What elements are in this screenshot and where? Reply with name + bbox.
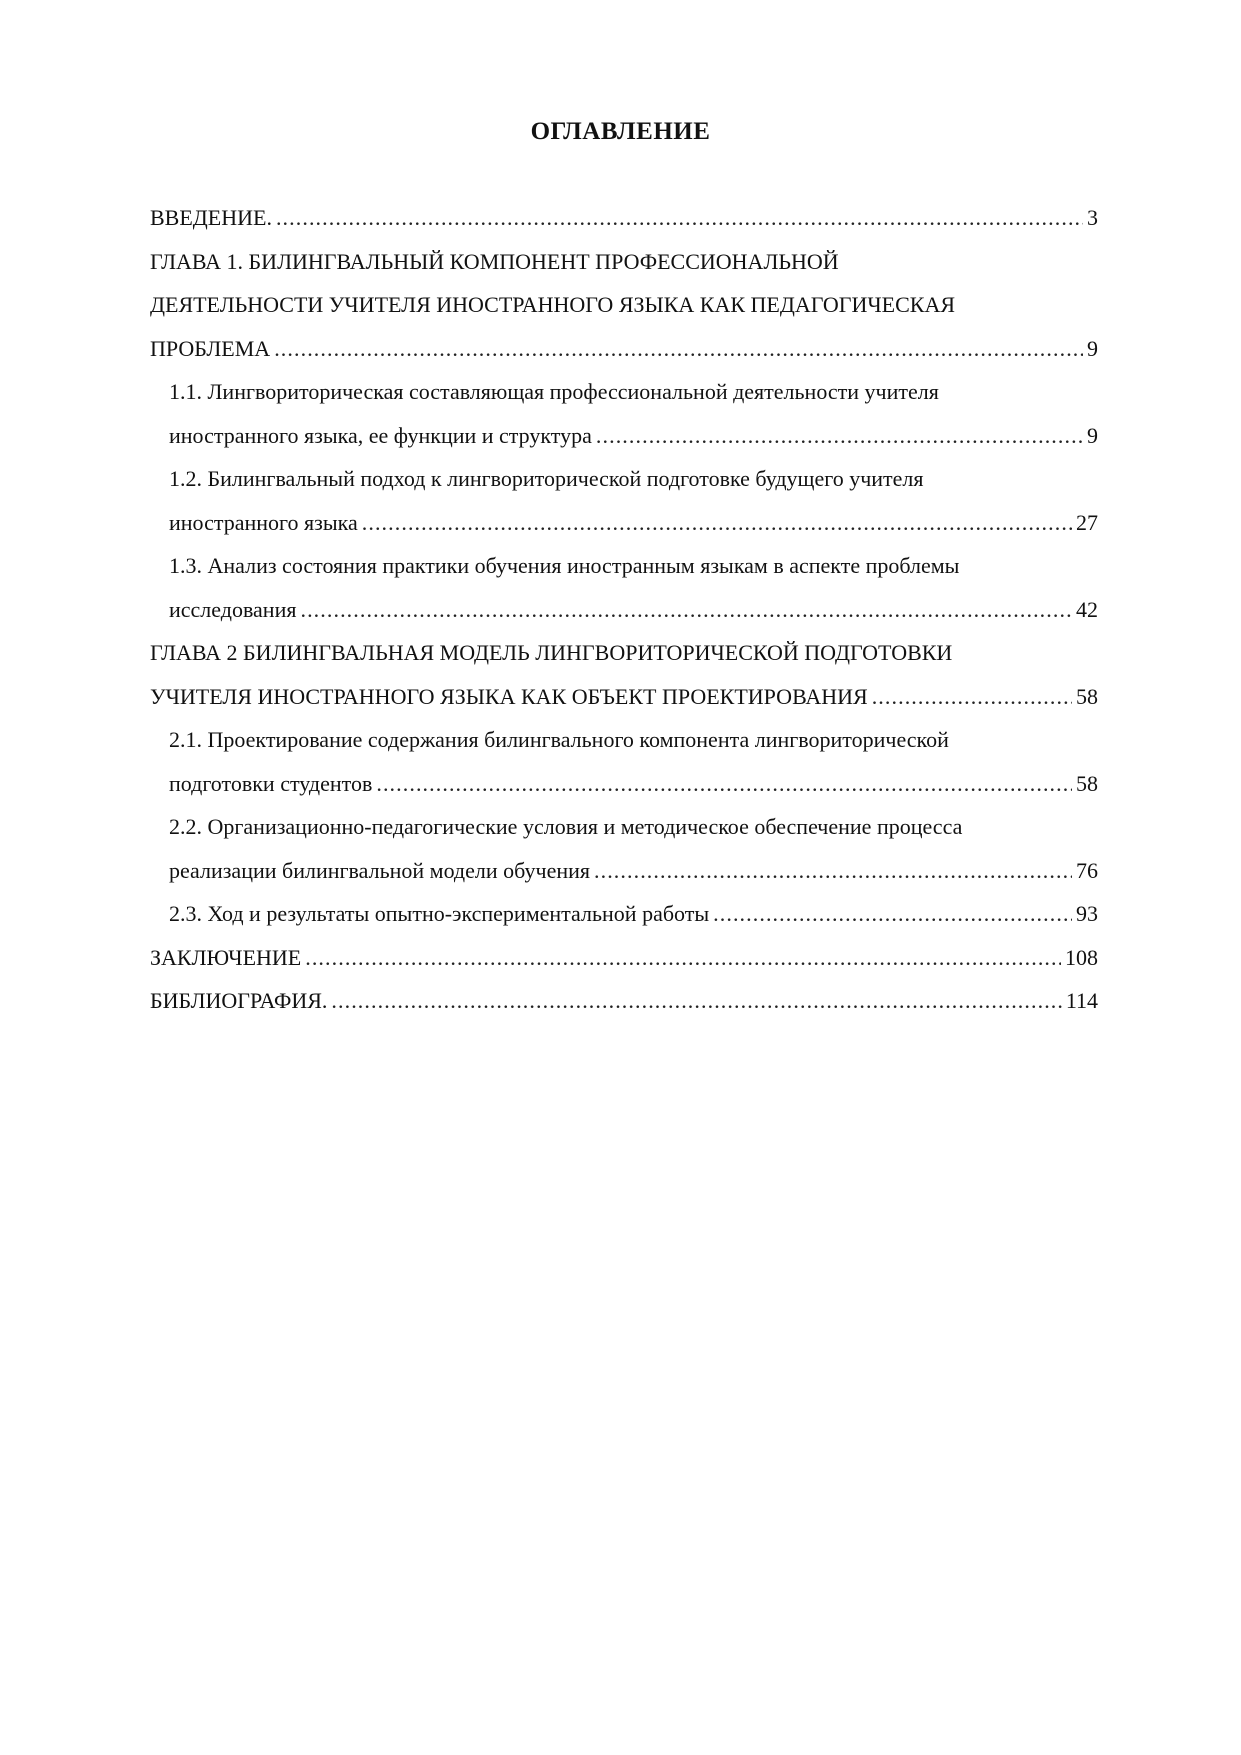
toc-subsection-entry[interactable] [150, 370, 1098, 457]
toc-entry-text-line: иностранного языка [169, 509, 358, 535]
toc-entry-text-line: реализации билингвальной модели обучения [169, 857, 590, 883]
toc-entry-last-line [169, 414, 1098, 458]
toc-entry-last-line [169, 849, 1098, 893]
dot-leader [274, 327, 1083, 371]
toc-entry-text-line: БИБЛИОГРАФИЯ. [150, 988, 328, 1013]
toc-entry-last-line [150, 327, 1098, 371]
toc-entry-text-line: иностранного языка, ее функции и структура [169, 422, 592, 448]
dot-leader [276, 196, 1083, 240]
toc-subsection-entry[interactable] [150, 805, 1098, 892]
toc-page-number: 3 [1087, 205, 1098, 230]
toc-entry-text-line: ПРОБЛЕМА [150, 335, 271, 361]
toc-subsection-entry[interactable] [150, 544, 1098, 631]
toc-page-number: 114 [1065, 988, 1098, 1013]
toc-subsection-entry[interactable] [150, 892, 1098, 936]
dot-leader [331, 979, 1061, 1023]
toc-entry-last-line [150, 196, 1098, 240]
dot-leader [305, 936, 1061, 980]
toc-page-number: 27 [1076, 509, 1098, 535]
dot-leader [376, 762, 1072, 806]
page-title: ОГЛАВЛЕНИЕ [530, 118, 711, 145]
table-of-contents [150, 196, 1098, 1023]
toc-entry-text-line: подготовки студентов [169, 770, 373, 796]
toc-entry-text-line: 1.3. Анализ состояния практики обучения иностранным языкам в аспекте проблемы [169, 553, 960, 578]
toc-chapter-entry[interactable] [150, 196, 1098, 240]
toc-entry-text-line: ГЛАВА 2 БИЛИНГВАЛЬНАЯ МОДЕЛЬ ЛИНГВОРИТОРИЧЕСКОЙ ПОДГОТОВКИ [150, 640, 953, 665]
toc-entry-last-line [169, 762, 1098, 806]
toc-entry-text-line: исследования [169, 596, 297, 622]
toc-entry-last-line [169, 588, 1098, 632]
toc-entry-text-line: УЧИТЕЛЯ ИНОСТРАННОГО ЯЗЫКА КАК ОБЪЕКТ ПРОЕКТИРОВАНИЯ [150, 683, 868, 709]
toc-entry-text-line: 2.1. Проектирование содержания билингвального компонента лингвориторической [169, 727, 949, 752]
dot-leader [713, 892, 1072, 936]
toc-entry-last-line [150, 936, 1098, 980]
dot-leader [594, 849, 1072, 893]
dot-leader [596, 414, 1083, 458]
toc-page-number: 93 [1076, 901, 1098, 926]
toc-entry-text-line: 1.1. Лингвориторическая составляющая профессиональной деятельности учителя [169, 379, 939, 404]
toc-chapter-entry[interactable] [150, 240, 1098, 371]
toc-chapter-entry[interactable] [150, 936, 1098, 980]
toc-entry-last-line [150, 979, 1098, 1023]
toc-entry-text-line: 2.2. Организационно-педагогические условия и методическое обеспечение процесса [169, 814, 963, 839]
toc-entry-text-line: 1.2. Билингвальный подход к лингвориторической подготовке будущего учителя [169, 466, 924, 491]
dot-leader [872, 675, 1072, 719]
toc-page-number: 58 [1076, 770, 1098, 796]
toc-page-number: 9 [1087, 335, 1098, 361]
toc-entry-text-line: ЗАКЛЮЧЕНИЕ [150, 944, 302, 970]
toc-entry-last-line [169, 501, 1098, 545]
toc-page-number: 58 [1076, 683, 1098, 709]
toc-entry-text-line: 2.3. Ход и результаты опытно-экспериментальной работы [169, 901, 710, 926]
toc-page-number: 42 [1076, 596, 1098, 622]
toc-entry-text-line: ДЕЯТЕЛЬНОСТИ УЧИТЕЛЯ ИНОСТРАННОГО ЯЗЫКА КАК ПЕДАГОГИЧЕСКАЯ [150, 292, 956, 317]
toc-entry-text-line: ВВЕДЕНИЕ. [150, 205, 272, 230]
toc-chapter-entry[interactable] [150, 979, 1098, 1023]
toc-page-number: 108 [1065, 944, 1098, 970]
toc-page-number: 76 [1076, 857, 1098, 883]
toc-chapter-entry[interactable] [150, 631, 1098, 718]
toc-entry-last-line [169, 892, 1098, 936]
toc-page-number: 9 [1087, 422, 1098, 448]
dot-leader [362, 501, 1072, 545]
toc-subsection-entry[interactable] [150, 718, 1098, 805]
toc-entry-text-line: ГЛАВА 1. БИЛИНГВАЛЬНЫЙ КОМПОНЕНТ ПРОФЕССИОНАЛЬНОЙ [150, 248, 839, 274]
dot-leader [300, 588, 1072, 632]
toc-subsection-entry[interactable] [150, 457, 1098, 544]
toc-entry-last-line [150, 675, 1098, 719]
